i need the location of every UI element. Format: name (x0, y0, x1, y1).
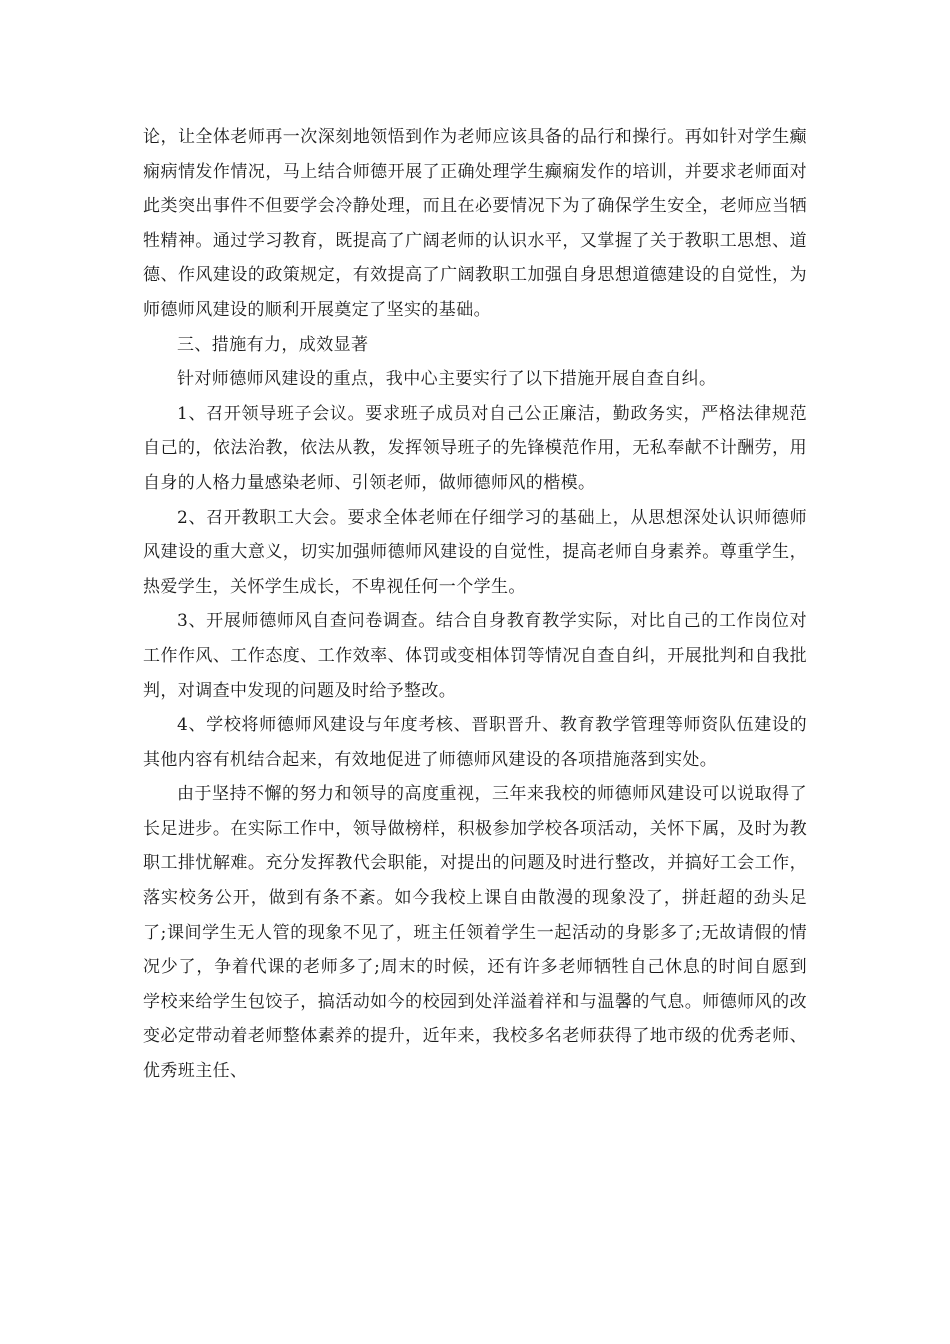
paragraph-measure-2: 2、召开教职工大会。要求全体老师在仔细学习的基础上，从思想深处认识师德师风建设的重大意义，切实加强师德师风建设的自觉性，提高老师自身素养。尊重学生，热爱学生，关怀学生成长，不卑视任何一个学生。 (143, 507, 807, 597)
paragraph-intro-measures: 针对师德师风建设的重点，我中心主要实行了以下措施开展自查自纠。 (177, 369, 717, 390)
section-heading-measures: 三、措施有力，成效显著 (177, 334, 369, 355)
paragraph-measure-1: 1、召开领导班子会议。要求班子成员对自己公正廉洁，勤政务实，严格法律规范自己的，依法治教，依法从教，发挥领导班子的先锋模范作用，无私奉献不计酬劳，用自身的人格力量感染老师、引领老师，做师德师风的楷模。 (143, 403, 807, 493)
paragraph-measure-3: 3、开展师德师风自查问卷调查。结合自身教育教学实际，对比自己的工作岗位对工作作风、工作态度、工作效率、体罚或变相体罚等情况自查自纠，开展批判和自我批判，对调查中发现的问题及时给予整改。 (143, 611, 807, 701)
paragraph-continuation: 论，让全体老师再一次深刻地领悟到作为老师应该具备的品行和操行。再如针对学生癫痫病情发作情况，马上结合师德开展了正确处理学生癫痫发作的培训，并要求老师面对此类突出事件不但要学会冷静处理，而且在必要情况下为了确保学生安全，老师应当牺牲精神。通过学习教育，既提高了广阔老师的认识水平，又掌握了关于教职工思想、道德、作风建设的政策规定，有效提高了广阔教职工加强自身思想道德建设的自觉性，为师德师风建设的顺利开展奠定了坚实的基础。 (143, 127, 807, 320)
paragraph-measure-4: 4、学校将师德师风建设与年度考核、晋职晋升、教育教学管理等师资队伍建设的其他内容有机结合起来，有效地促进了师德师风建设的各项措施落到实处。 (143, 715, 807, 770)
paragraph-results: 由于坚持不懈的努力和领导的高度重视，三年来我校的师德师风建设可以说取得了长足进步。在实际工作中，领导做榜样，积极参加学校各项活动，关怀下属，及时为教职工排忧解难。充分发挥教代会职能，对提出的问题及时进行整改，并搞好工会工作，落实校务公开，做到有条不紊。如今我校上课自由散漫的现象没了，拼赶超的劲头足了;课间学生无人管的现象不见了，班主任领着学生一起活动的身影多了;无故请假的情况少了，争着代课的老师多了;周末的时候，还有许多老师牺牲自己休息的时间自愿到学校来给学生包饺子，搞活动如今的校园到处洋溢着祥和与温馨的气息。师德师风的改变必定带动着老师整体素养的提升，近年来，我校多名老师获得了地市级的优秀老师、优秀班主任、 (143, 784, 807, 1082)
document-body (143, 120, 807, 1089)
